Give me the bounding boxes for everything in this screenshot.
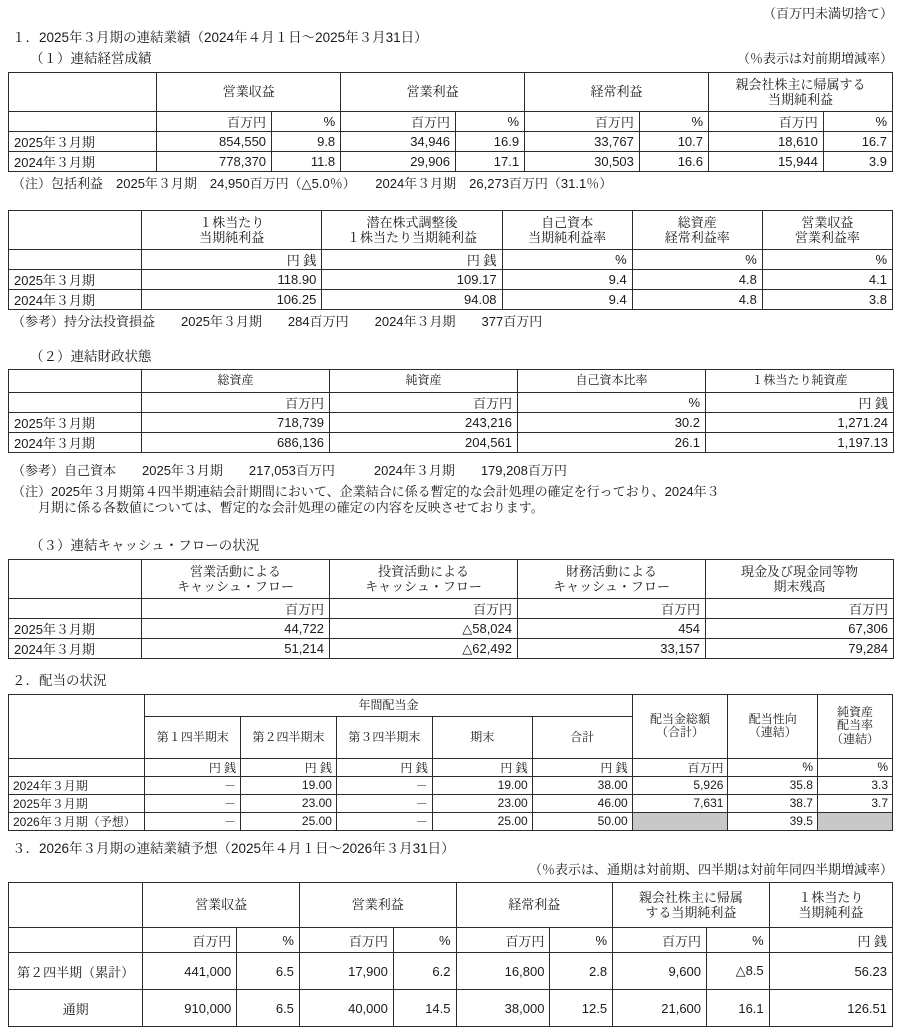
cell-fy2025-payout-ratio: 38.7 xyxy=(728,794,818,812)
cell-h1-ordinc-pct: 2.8 xyxy=(550,953,613,990)
row-label-fy2024: 2024年３月期 xyxy=(9,433,142,453)
header-net-income-l2: する当期純利益 xyxy=(645,905,737,920)
header-revenue: 営業収益 xyxy=(143,883,300,928)
cell-fy2025-operating-cf: 44,722 xyxy=(142,619,330,639)
cell-fy2024-opinc: 29,906 xyxy=(341,152,456,172)
header-total-dividends-l1: 配当金総額 xyxy=(650,711,711,726)
table-header-row xyxy=(9,560,894,599)
header-net-income-l1: 親会社株主に帰属 xyxy=(638,889,743,905)
cell-fy2024-financing-cf: 33,157 xyxy=(518,639,706,659)
cell-fy2024-netinc: 15,944 xyxy=(709,152,824,172)
header-net-income-l1: 親会社株主に帰属する xyxy=(735,76,866,92)
table-row xyxy=(9,794,893,812)
cell-fy2026-q1: － xyxy=(145,812,241,830)
cell-fy2024-net-assets: 204,561 xyxy=(330,433,518,453)
cell-fy2025-doe: 3.7 xyxy=(817,794,892,812)
unit-eps: 円 銭 xyxy=(142,250,322,270)
cell-fy2024-cash-equivalents: 79,284 xyxy=(706,639,894,659)
cell-fy2025-opinc: 34,946 xyxy=(341,132,456,152)
unit-investing-cf: 百万円 xyxy=(330,599,518,619)
provisional-accounting-note-line1: （注）2025年３月期第４四半期連結会計期間において、企業結合に係る暫定的な会計処理の確定を行っており、2024年３ xyxy=(12,483,720,499)
cell-fy2024-operating-cf: 51,214 xyxy=(142,639,330,659)
section1-sub1-note: （％表示は対前期増減率） xyxy=(736,51,893,67)
table-units-row xyxy=(9,250,893,270)
header-diluted-eps-l1: 潜在株式調整後 xyxy=(366,214,458,230)
comprehensive-income-note: （注）包括利益 2025年３月期 24,950百万円（△5.0％） 2024年３月期 26,273百万円（31.1％） xyxy=(12,176,613,191)
header-roe xyxy=(502,211,632,250)
header-annual-dividend: 年間配当金 xyxy=(145,694,632,716)
cell-fy2024-diluted-eps: 94.08 xyxy=(322,290,502,310)
cell-fy-netinc: 21,600 xyxy=(613,990,707,1027)
equity-method-note: （参考）持分法投資損益 2025年３月期 284百万円 2024年３月期 377百万円 xyxy=(12,314,543,330)
header-roa-l1: 総資産 xyxy=(677,214,717,230)
cell-fy2024-year-end: 19.00 xyxy=(432,776,532,794)
cell-fy2024-total-assets: 686,136 xyxy=(142,433,330,453)
row-label-fy2024: 2024年３月期 xyxy=(9,776,145,794)
cell-h1-eps: 56.23 xyxy=(769,953,892,990)
unit-revenue-yen: 百万円 xyxy=(157,112,272,132)
cell-fy2026-total: 50.00 xyxy=(532,812,632,830)
header-operating-income: 営業利益 xyxy=(341,73,525,112)
row-label-fy2025: 2025年３月期 xyxy=(9,270,142,290)
table-header-row-top xyxy=(9,694,893,716)
header-dividend-on-equity xyxy=(817,694,892,758)
table-units-row xyxy=(9,393,894,413)
cell-fy2025-equity-ratio: 30.2 xyxy=(518,413,706,433)
unit-netinc-yen: 百万円 xyxy=(613,928,707,953)
unit-netinc-yen: 百万円 xyxy=(709,112,824,132)
cell-fy2025-q3: － xyxy=(336,794,432,812)
units-blank xyxy=(9,928,143,953)
header-total: 合計 xyxy=(532,717,632,759)
cell-fy2024-q1: － xyxy=(145,776,241,794)
cell-fy2024-ordinc: 30,503 xyxy=(525,152,640,172)
unit-bps: 円 銭 xyxy=(706,393,894,413)
header-net-income xyxy=(709,73,893,112)
cell-fy2024-op-margin: 3.8 xyxy=(762,290,892,310)
cell-fy2025-roe: 9.4 xyxy=(502,270,632,290)
table-units-row xyxy=(9,112,893,132)
cell-fy2024-q3: － xyxy=(336,776,432,794)
header-operating-cf xyxy=(142,560,330,599)
provisional-accounting-note-line2: 月期に係る各数値については、暫定的な会計処理の確定の内容を反映させております。 xyxy=(38,499,544,515)
section1-sub2-heading: （２）連結財政状態 xyxy=(30,348,152,364)
header-eps-l1: １株当たり xyxy=(199,214,265,230)
unit-diluted-eps: 円 銭 xyxy=(322,250,502,270)
cell-fy2024-roe: 9.4 xyxy=(502,290,632,310)
cell-fy2025-netinc-pct: 16.7 xyxy=(823,132,892,152)
unit-op-margin: % xyxy=(762,250,892,270)
header-bps: １株当たり純資産 xyxy=(706,370,894,393)
units-blank xyxy=(9,393,142,413)
cell-fy2025-roa: 4.8 xyxy=(632,270,762,290)
unit-ordinc-yen: 百万円 xyxy=(456,928,550,953)
header-total-dividends xyxy=(632,694,728,758)
unit-roa: % xyxy=(632,250,762,270)
header-financing-cf-l1: 財務活動による xyxy=(565,563,657,579)
table-row xyxy=(9,639,894,659)
cell-fy2026-q3: － xyxy=(336,812,432,830)
header-eps-l1: １株当たり xyxy=(798,889,864,905)
unit-revenue-yen: 百万円 xyxy=(143,928,237,953)
header-blank xyxy=(9,370,142,393)
header-q1-end: 第１四半期末 xyxy=(145,717,241,759)
header-ordinary-income: 経常利益 xyxy=(456,883,613,928)
units-blank xyxy=(9,758,145,776)
cell-fy-ordinc-pct: 12.5 xyxy=(550,990,613,1027)
header-eps-l2: 当期純利益 xyxy=(199,230,265,246)
cell-fy2025-q2: 23.00 xyxy=(241,794,337,812)
unit-q1: 円 銭 xyxy=(145,758,241,776)
row-label-fy2026-forecast: 2026年３月期（予想） xyxy=(9,812,145,830)
cell-fy2024-total-dividends: 5,926 xyxy=(632,776,728,794)
cell-fy2024-q2: 19.00 xyxy=(241,776,337,794)
header-eps xyxy=(769,883,892,928)
header-investing-cf xyxy=(330,560,518,599)
unit-netinc-pct: % xyxy=(823,112,892,132)
table-header-row xyxy=(9,370,894,393)
unit-cash-equivalents: 百万円 xyxy=(706,599,894,619)
cell-fy2025-revenue-pct: 9.8 xyxy=(272,132,341,152)
header-operating-cf-l2: キャッシュ・フロー xyxy=(177,579,294,594)
header-operating-cf-l1: 営業活動による xyxy=(189,563,281,579)
header-roe-l1: 自己資本 xyxy=(541,214,594,230)
table-row xyxy=(9,990,893,1027)
unit-equity-ratio: % xyxy=(518,393,706,413)
header-investing-cf-l2: キャッシュ・フロー xyxy=(365,579,482,594)
unit-ordinc-pct: % xyxy=(550,928,613,953)
header-year-end: 期末 xyxy=(432,717,532,759)
header-op-margin xyxy=(762,211,892,250)
table-units-row xyxy=(9,928,893,953)
cell-fy2024-payout-ratio: 35.8 xyxy=(728,776,818,794)
header-total-dividends-l2: （合計） xyxy=(656,725,705,740)
row-label-fy2024: 2024年３月期 xyxy=(9,152,157,172)
cell-fy2024-eps: 106.25 xyxy=(142,290,322,310)
header-financing-cf-l2: キャッシュ・フロー xyxy=(553,579,670,594)
cell-fy2025-eps: 118.90 xyxy=(142,270,322,290)
cell-fy2026-total-dividends-na xyxy=(632,812,728,830)
dividends-table xyxy=(8,694,893,831)
header-ordinary-income: 経常利益 xyxy=(525,73,709,112)
cell-fy2026-year-end: 25.00 xyxy=(432,812,532,830)
table-row xyxy=(9,953,893,990)
cell-fy2024-bps: 1,197.13 xyxy=(706,433,894,453)
header-net-income xyxy=(613,883,770,928)
cell-fy2025-ordinc: 33,767 xyxy=(525,132,640,152)
cell-fy-eps: 126.51 xyxy=(769,990,892,1027)
header-diluted-eps xyxy=(322,211,502,250)
unit-revenue-pct: % xyxy=(237,928,300,953)
cash-flow-table xyxy=(8,559,894,659)
table-row xyxy=(9,619,894,639)
header-cash-equivalents-l1: 現金及び現金同等物 xyxy=(740,563,858,579)
cell-fy2026-q2: 25.00 xyxy=(241,812,337,830)
header-op-margin-l2: 営業利益率 xyxy=(794,230,860,246)
cell-fy-opinc-pct: 14.5 xyxy=(393,990,456,1027)
cell-h1-revenue: 441,000 xyxy=(143,953,237,990)
cell-fy2025-bps: 1,271.24 xyxy=(706,413,894,433)
unit-opinc-pct: % xyxy=(455,112,524,132)
section3-heading: ３．2026年３月期の連結業績予想（2025年４月１日～2026年３月31日） xyxy=(12,840,455,856)
cell-fy2025-investing-cf: △58,024 xyxy=(330,619,518,639)
cell-fy2025-netinc: 18,610 xyxy=(709,132,824,152)
cell-fy-revenue-pct: 6.5 xyxy=(237,990,300,1027)
units-blank xyxy=(9,250,142,270)
cell-fy-opinc: 40,000 xyxy=(299,990,393,1027)
section3-note: （％表示は、通期は対前期、四半期は対前年同四半期増減率） xyxy=(528,861,893,877)
cell-h1-ordinc: 16,800 xyxy=(456,953,550,990)
unit-eps: 円 銭 xyxy=(769,928,892,953)
table-row xyxy=(9,270,893,290)
header-cash-equivalents-l2: 期末残高 xyxy=(773,579,826,594)
header-q2-end: 第２四半期末 xyxy=(241,717,337,759)
unit-total-dividends: 百万円 xyxy=(632,758,728,776)
header-payout-ratio xyxy=(728,694,818,758)
unit-q2: 円 銭 xyxy=(241,758,337,776)
row-label-h1-cumulative: 第２四半期（累計） xyxy=(9,953,143,990)
cell-fy2025-total-assets: 718,739 xyxy=(142,413,330,433)
financial-position-table xyxy=(8,369,894,453)
cell-fy2024-netinc-pct: 3.9 xyxy=(823,152,892,172)
cell-fy2024-ordinc-pct: 16.6 xyxy=(639,152,708,172)
section1-heading: １．2025年３月期の連結業績（2024年４月１日～2025年３月31日） xyxy=(12,30,428,46)
cell-fy2025-ordinc-pct: 10.7 xyxy=(639,132,708,152)
table-row xyxy=(9,132,893,152)
cell-fy-ordinc: 38,000 xyxy=(456,990,550,1027)
cell-fy2024-revenue-pct: 11.8 xyxy=(272,152,341,172)
row-label-fy2025: 2025年３月期 xyxy=(9,619,142,639)
header-doe-l2: 配当率 xyxy=(836,718,873,733)
table-row-forecast xyxy=(9,812,893,830)
cell-h1-opinc: 17,900 xyxy=(299,953,393,990)
cell-fy-revenue: 910,000 xyxy=(143,990,237,1027)
table-header-row xyxy=(9,883,893,928)
header-roa xyxy=(632,211,762,250)
cell-fy2025-opinc-pct: 16.9 xyxy=(455,132,524,152)
header-q3-end: 第３四半期末 xyxy=(336,717,432,759)
header-blank xyxy=(9,883,143,928)
header-net-assets: 純資産 xyxy=(330,370,518,393)
unit-payout-ratio: % xyxy=(728,758,818,776)
cell-fy2025-cash-equivalents: 67,306 xyxy=(706,619,894,639)
table-row xyxy=(9,290,893,310)
unit-financing-cf: 百万円 xyxy=(518,599,706,619)
header-op-margin-l1: 営業収益 xyxy=(801,214,854,230)
section2-heading: ２．配当の状況 xyxy=(12,673,107,688)
section1-sub3-heading: （３）連結キャッシュ・フローの状況 xyxy=(30,538,260,554)
cell-fy2025-q1: － xyxy=(145,794,241,812)
unit-q3: 円 銭 xyxy=(336,758,432,776)
header-total-assets: 総資産 xyxy=(142,370,330,393)
units-blank xyxy=(9,599,142,619)
table-units-row xyxy=(9,758,893,776)
header-payout-ratio-l1: 配当性向 xyxy=(748,711,797,726)
row-label-fy2024: 2024年３月期 xyxy=(9,290,142,310)
cell-h1-revenue-pct: 6.5 xyxy=(237,953,300,990)
cell-fy2025-revenue: 854,550 xyxy=(157,132,272,152)
cell-fy2025-total-dividends: 7,631 xyxy=(632,794,728,812)
cell-fy2024-doe: 3.3 xyxy=(817,776,892,794)
header-cash-equivalents xyxy=(706,560,894,599)
table-header-row xyxy=(9,73,893,112)
row-label-full-year: 通期 xyxy=(9,990,143,1027)
header-payout-ratio-l2: （連結） xyxy=(748,725,797,740)
header-blank xyxy=(9,73,157,112)
cell-fy2026-doe-na xyxy=(817,812,892,830)
table-units-row xyxy=(9,599,894,619)
cell-fy-netinc-pct: 16.1 xyxy=(707,990,770,1027)
unit-total: 円 銭 xyxy=(532,758,632,776)
cell-fy2024-roa: 4.8 xyxy=(632,290,762,310)
per-share-indicators-table xyxy=(8,210,893,310)
cell-h1-netinc: 9,600 xyxy=(613,953,707,990)
header-doe-l1: 純資産 xyxy=(836,704,873,719)
unit-revenue-pct: % xyxy=(272,112,341,132)
cell-fy2025-total: 46.00 xyxy=(532,794,632,812)
cell-fy2025-net-assets: 243,216 xyxy=(330,413,518,433)
table-row xyxy=(9,413,894,433)
header-eps xyxy=(142,211,322,250)
units-disclaimer: （百万円未満切捨て） xyxy=(762,6,893,21)
header-blank xyxy=(9,694,145,758)
unit-net-assets: 百万円 xyxy=(330,393,518,413)
unit-operating-cf: 百万円 xyxy=(142,599,330,619)
header-eps-l2: 当期純利益 xyxy=(798,905,864,920)
row-label-fy2025: 2025年３月期 xyxy=(9,413,142,433)
header-revenue: 営業収益 xyxy=(157,73,341,112)
table-row xyxy=(9,776,893,794)
header-diluted-eps-l2: １株当たり当期純利益 xyxy=(346,230,477,246)
header-equity-ratio: 自己資本比率 xyxy=(518,370,706,393)
unit-ordinc-pct: % xyxy=(639,112,708,132)
unit-netinc-pct: % xyxy=(707,928,770,953)
row-label-fy2025: 2025年３月期 xyxy=(9,794,145,812)
header-net-income-l2: 当期純利益 xyxy=(768,92,834,107)
units-blank xyxy=(9,112,157,132)
equity-reference-note: （参考）自己資本 2025年３月期 217,053百万円 2024年３月期 179,208百万円 xyxy=(12,463,567,479)
row-label-fy2024: 2024年３月期 xyxy=(9,639,142,659)
forecast-table xyxy=(8,882,893,1027)
section1-sub1-heading: （１）連結経営成績 xyxy=(30,51,152,67)
consolidated-results-table xyxy=(8,72,893,172)
cell-fy2025-financing-cf: 454 xyxy=(518,619,706,639)
cell-fy2024-opinc-pct: 17.1 xyxy=(455,152,524,172)
unit-total-assets: 百万円 xyxy=(142,393,330,413)
cell-fy2024-total: 38.00 xyxy=(532,776,632,794)
cell-fy2025-diluted-eps: 109.17 xyxy=(322,270,502,290)
header-blank xyxy=(9,560,142,599)
table-row xyxy=(9,152,893,172)
cell-h1-opinc-pct: 6.2 xyxy=(393,953,456,990)
cell-fy2025-op-margin: 4.1 xyxy=(762,270,892,290)
cell-fy2024-investing-cf: △62,492 xyxy=(330,639,518,659)
cell-fy2024-equity-ratio: 26.1 xyxy=(518,433,706,453)
header-doe-l3: （連結） xyxy=(830,732,879,747)
unit-opinc-yen: 百万円 xyxy=(341,112,456,132)
cell-fy2025-year-end: 23.00 xyxy=(432,794,532,812)
row-label-fy2025: 2025年３月期 xyxy=(9,132,157,152)
cell-h1-netinc-pct: △8.5 xyxy=(707,953,770,990)
cell-fy2026-payout-ratio: 39.5 xyxy=(728,812,818,830)
unit-doe: % xyxy=(817,758,892,776)
table-header-row xyxy=(9,211,893,250)
unit-ordinc-yen: 百万円 xyxy=(525,112,640,132)
unit-opinc-pct: % xyxy=(393,928,456,953)
unit-roe: % xyxy=(502,250,632,270)
header-investing-cf-l1: 投資活動による xyxy=(377,563,469,579)
header-operating-income: 営業利益 xyxy=(299,883,456,928)
table-row xyxy=(9,433,894,453)
header-roe-l2: 当期純利益率 xyxy=(528,230,607,246)
unit-opinc-yen: 百万円 xyxy=(299,928,393,953)
cell-fy2024-revenue: 778,370 xyxy=(157,152,272,172)
unit-year-end: 円 銭 xyxy=(432,758,532,776)
header-blank xyxy=(9,211,142,250)
header-roa-l2: 経常利益率 xyxy=(664,230,730,246)
header-financing-cf xyxy=(518,560,706,599)
